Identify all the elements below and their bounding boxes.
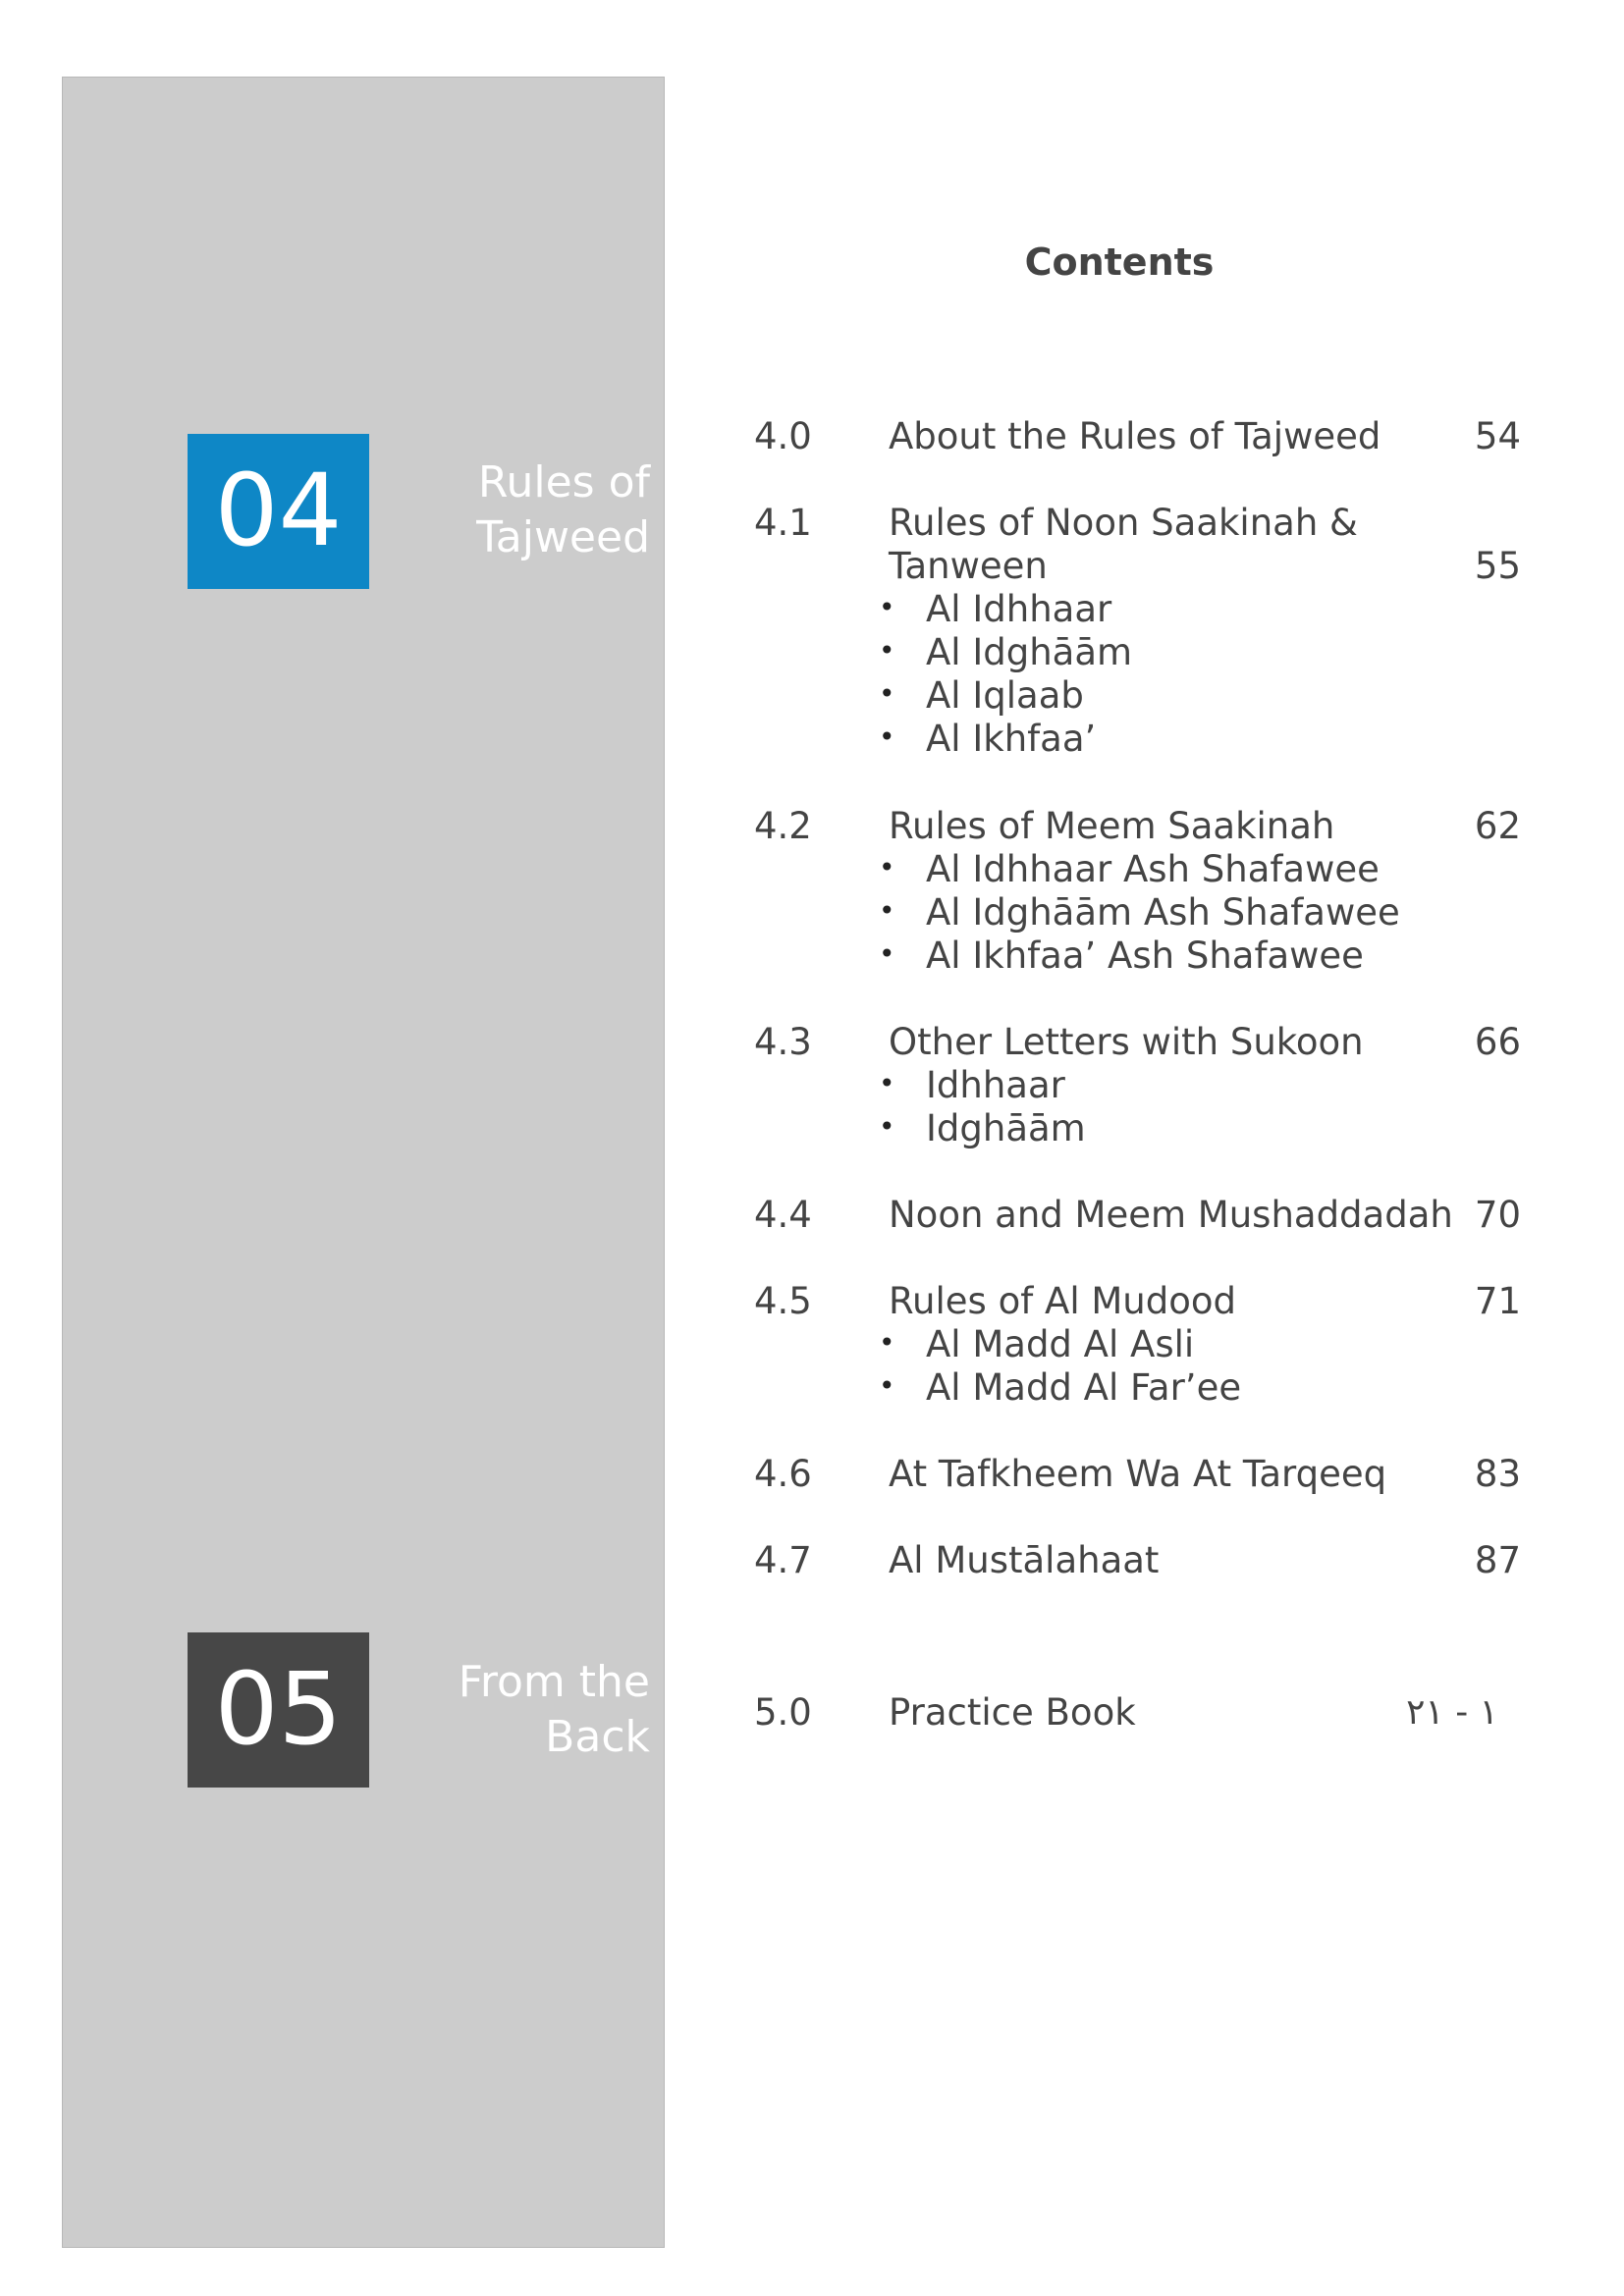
toc-entry-title-line1: Rules of Noon Saakinah & xyxy=(889,502,1358,544)
toc-entry-number: 4.0 xyxy=(754,415,812,457)
bullet-icon: • xyxy=(879,1326,895,1359)
toc-entry-title: About the Rules of Tajweed xyxy=(889,415,1381,457)
chapter-sidebar xyxy=(62,77,665,2248)
toc-entry-title: Rules of Al Mudood xyxy=(889,1280,1236,1322)
toc-entry-title: At Tafkheem Wa At Tarqeeq xyxy=(889,1453,1387,1495)
toc-subitem xyxy=(879,1107,1086,1150)
toc-subitem-label: Idghāām xyxy=(926,1107,1086,1149)
bullet-icon: • xyxy=(879,634,895,667)
toc-entry-page: 71 xyxy=(1474,1280,1521,1322)
toc-subitem-label: Al Ikhfaa’ Ash Shafawee xyxy=(926,934,1364,977)
bullet-icon: • xyxy=(879,894,895,927)
chapter-04-title xyxy=(395,455,650,565)
bullet-icon: • xyxy=(879,677,895,710)
toc-subitem-label: Al Idghāām xyxy=(926,631,1133,673)
toc-entry-title: Noon and Meem Mushaddadah xyxy=(889,1194,1453,1236)
toc-subitem xyxy=(879,718,1132,761)
toc-entry-page: 55 xyxy=(1474,545,1521,587)
toc-entry-page: 66 xyxy=(1474,1021,1521,1063)
bullet-icon: • xyxy=(879,937,895,970)
chapter-05-number-box xyxy=(188,1632,369,1788)
toc-subitem xyxy=(879,934,1400,978)
bullet-icon: • xyxy=(879,591,895,623)
toc-entry-number: 4.5 xyxy=(754,1280,812,1322)
toc-subitem xyxy=(879,848,1400,891)
toc-subitem xyxy=(879,1323,1241,1366)
toc-entry-page: 54 xyxy=(1474,415,1521,457)
toc-entry-page: 70 xyxy=(1474,1194,1521,1236)
toc-subitems xyxy=(879,1064,1086,1150)
toc-subitem xyxy=(879,631,1132,674)
bullet-icon: • xyxy=(879,851,895,883)
bullet-icon: • xyxy=(879,1110,895,1143)
toc-subitem xyxy=(879,588,1132,631)
toc-subitem-label: Al Madd Al Asli xyxy=(926,1323,1195,1365)
toc-entry-number: 4.6 xyxy=(754,1453,812,1495)
toc-entry-number: 4.7 xyxy=(754,1539,812,1581)
toc-entry-title-line2: Tanween xyxy=(889,545,1048,587)
toc-entry-page: 87 xyxy=(1474,1539,1521,1581)
toc-subitem-label: Al Madd Al Far’ee xyxy=(926,1366,1242,1409)
toc-subitem xyxy=(879,674,1132,718)
toc-entry-page: 83 xyxy=(1474,1453,1521,1495)
toc-subitem-label: Al Iqlaab xyxy=(926,674,1084,717)
toc-entry-page: 62 xyxy=(1474,805,1521,847)
toc-subitem-label: Al Idhhaar xyxy=(926,588,1112,630)
chapter-04-title-line2: Tajweed xyxy=(476,512,650,562)
toc-entry-number: 4.4 xyxy=(754,1194,812,1236)
chapter-05-title-line1: From the xyxy=(458,1657,650,1707)
bullet-icon: • xyxy=(879,721,895,753)
toc-entry-number: 5.0 xyxy=(754,1691,812,1734)
toc-subitem-label: Idhhaar xyxy=(926,1064,1065,1106)
chapter-04-number-box xyxy=(188,434,369,589)
toc-entry-number: 4.2 xyxy=(754,805,812,847)
toc-entry-title: Al Mustālahaat xyxy=(889,1539,1160,1581)
bullet-icon: • xyxy=(879,1067,895,1099)
bullet-icon: • xyxy=(879,1369,895,1402)
chapter-05-title-line2: Back xyxy=(545,1712,650,1762)
toc-entry-title: Practice Book xyxy=(889,1691,1136,1734)
toc-subitem xyxy=(879,1064,1086,1107)
toc-subitem-label: Al Idhhaar Ash Shafawee xyxy=(926,848,1380,890)
toc-subitem-label: Al Idghāām Ash Shafawee xyxy=(926,891,1400,934)
toc-subitem-label: Al Ikhfaa’ xyxy=(926,718,1097,760)
toc-subitems xyxy=(879,588,1132,761)
contents-heading: Contents xyxy=(1024,240,1215,284)
chapter-05-title xyxy=(395,1655,650,1765)
toc-entry-page: ١ - ٢١ xyxy=(1406,1692,1498,1733)
toc-entry-title: Rules of Meem Saakinah xyxy=(889,805,1335,847)
toc-subitems xyxy=(879,1323,1241,1410)
toc-subitems xyxy=(879,848,1400,978)
chapter-04-title-line1: Rules of xyxy=(477,457,650,507)
chapter-05-number: 05 xyxy=(214,1651,343,1768)
toc-subitem xyxy=(879,891,1400,934)
chapter-04-number: 04 xyxy=(214,453,343,569)
toc-entry-number: 4.1 xyxy=(754,502,812,544)
toc-entry-number: 4.3 xyxy=(754,1021,812,1063)
toc-subitem xyxy=(879,1366,1241,1410)
toc-entry-title: Other Letters with Sukoon xyxy=(889,1021,1364,1063)
